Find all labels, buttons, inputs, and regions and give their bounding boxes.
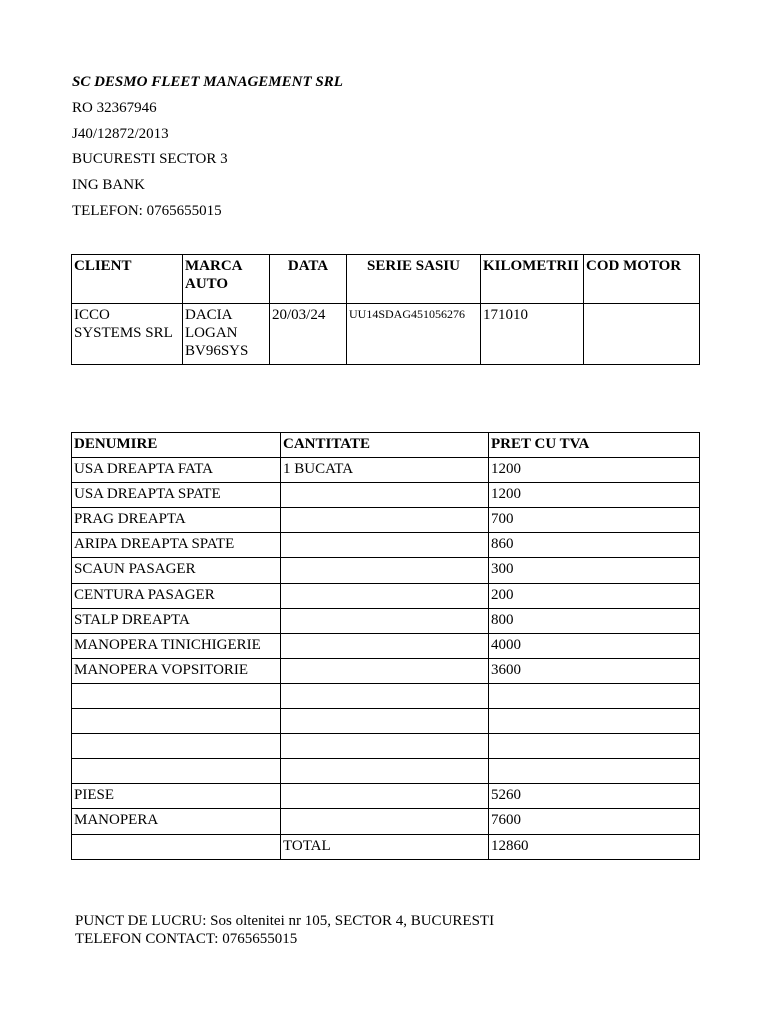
cell-pret: [489, 709, 700, 734]
work-point: PUNCT DE LUCRU: Sos oltenitei nr 105, SECTOR 4, BUCURESTI: [75, 913, 495, 929]
cell-pret: 1200: [489, 483, 700, 508]
cell-cantitate: [281, 533, 489, 558]
company-bank: ING BANK: [72, 177, 145, 194]
header-kilometrii: KILOMETRII: [481, 255, 584, 304]
cell-cantitate: [281, 508, 489, 533]
cell-pret: 860: [489, 533, 700, 558]
table-row: [72, 483, 700, 508]
cell-cantitate: [281, 734, 489, 759]
cell-denumire: [72, 834, 281, 859]
header-denumire: DENUMIRE: [72, 433, 281, 458]
company-cui: RO 32367946: [72, 99, 157, 116]
cell-cantitate: [281, 483, 489, 508]
table-row: [72, 834, 700, 859]
cell-denumire: CENTURA PASAGER: [72, 583, 281, 608]
company-name: SC DESMO FLEET MANAGEMENT SRL: [72, 74, 343, 90]
cell-cantitate: TOTAL: [281, 834, 489, 859]
vehicle-data-row: [72, 304, 700, 365]
cell-pret: 7600: [489, 809, 700, 834]
cell-cantitate: [281, 583, 489, 608]
cell-cantitate: [281, 809, 489, 834]
cell-denumire: MANOPERA VOPSITORIE: [72, 658, 281, 683]
cell-denumire: PRAG DREAPTA: [72, 508, 281, 533]
parts-table: [71, 432, 700, 860]
cell-denumire: [72, 734, 281, 759]
table-row: [72, 558, 700, 583]
cell-cantitate: 1 BUCATA: [281, 458, 489, 483]
company-phone: TELEFON: 0765655015: [72, 202, 222, 219]
cell-marca-auto: DACIA LOGAN BV96SYS: [183, 304, 270, 365]
company-address: BUCURESTI SECTOR 3: [72, 151, 228, 168]
table-row: [72, 633, 700, 658]
cell-denumire: USA DREAPTA FATA: [72, 458, 281, 483]
cell-cantitate: [281, 683, 489, 708]
cell-data: 20/03/24: [270, 304, 347, 365]
cell-pret: 5260: [489, 784, 700, 809]
cell-pret: 300: [489, 558, 700, 583]
cell-pret: 1200: [489, 458, 700, 483]
table-row: [72, 608, 700, 633]
table-row: [72, 809, 700, 834]
cell-cod-motor: [584, 304, 700, 365]
header-cod-motor: COD MOTOR: [584, 255, 700, 304]
cell-cantitate: [281, 633, 489, 658]
table-row: [72, 508, 700, 533]
cell-denumire: USA DREAPTA SPATE: [72, 483, 281, 508]
cell-kilometrii: 171010: [481, 304, 584, 365]
cell-cantitate: [281, 709, 489, 734]
cell-denumire: PIESE: [72, 784, 281, 809]
cell-pret: 200: [489, 583, 700, 608]
cell-denumire: [72, 709, 281, 734]
parts-body: [72, 458, 700, 860]
table-row: [72, 683, 700, 708]
company-header: [72, 72, 343, 227]
cell-denumire: [72, 683, 281, 708]
parts-header-row: [72, 433, 700, 458]
cell-denumire: SCAUN PASAGER: [72, 558, 281, 583]
header-serie-sasiu: SERIE SASIU: [347, 255, 481, 304]
cell-cantitate: [281, 608, 489, 633]
cell-denumire: STALP DREAPTA: [72, 608, 281, 633]
contact-phone: TELEFON CONTACT: 0765655015: [75, 931, 298, 947]
cell-cantitate: [281, 558, 489, 583]
cell-pret: 800: [489, 608, 700, 633]
cell-pret: 12860: [489, 834, 700, 859]
table-row: [72, 734, 700, 759]
header-pret-cu-tva: PRET CU TVA: [489, 433, 700, 458]
header-cantitate: CANTITATE: [281, 433, 489, 458]
cell-cantitate: [281, 784, 489, 809]
header-client: CLIENT: [72, 255, 183, 304]
cell-pret: [489, 683, 700, 708]
cell-denumire: [72, 759, 281, 784]
cell-client: ICCO SYSTEMS SRL: [72, 304, 183, 365]
cell-pret: 3600: [489, 658, 700, 683]
cell-serie-sasiu: UU14SDAG451056276: [347, 304, 481, 365]
vehicle-info-table: [71, 254, 700, 365]
cell-pret: [489, 734, 700, 759]
cell-pret: [489, 759, 700, 784]
cell-cantitate: [281, 658, 489, 683]
table-row: [72, 583, 700, 608]
cell-pret: 4000: [489, 633, 700, 658]
cell-denumire: ARIPA DREAPTA SPATE: [72, 533, 281, 558]
header-marca-auto: MARCA AUTO: [183, 255, 270, 304]
header-data: DATA: [270, 255, 347, 304]
company-registration: J40/12872/2013: [72, 125, 169, 142]
cell-cantitate: [281, 759, 489, 784]
table-row: [72, 458, 700, 483]
cell-denumire: MANOPERA: [72, 809, 281, 834]
table-row: [72, 533, 700, 558]
cell-denumire: MANOPERA TINICHIGERIE: [72, 633, 281, 658]
cell-pret: 700: [489, 508, 700, 533]
table-row: [72, 658, 700, 683]
vehicle-header-row: [72, 255, 700, 304]
table-row: [72, 709, 700, 734]
table-row: [72, 759, 700, 784]
table-row: [72, 784, 700, 809]
footer: [75, 912, 494, 948]
